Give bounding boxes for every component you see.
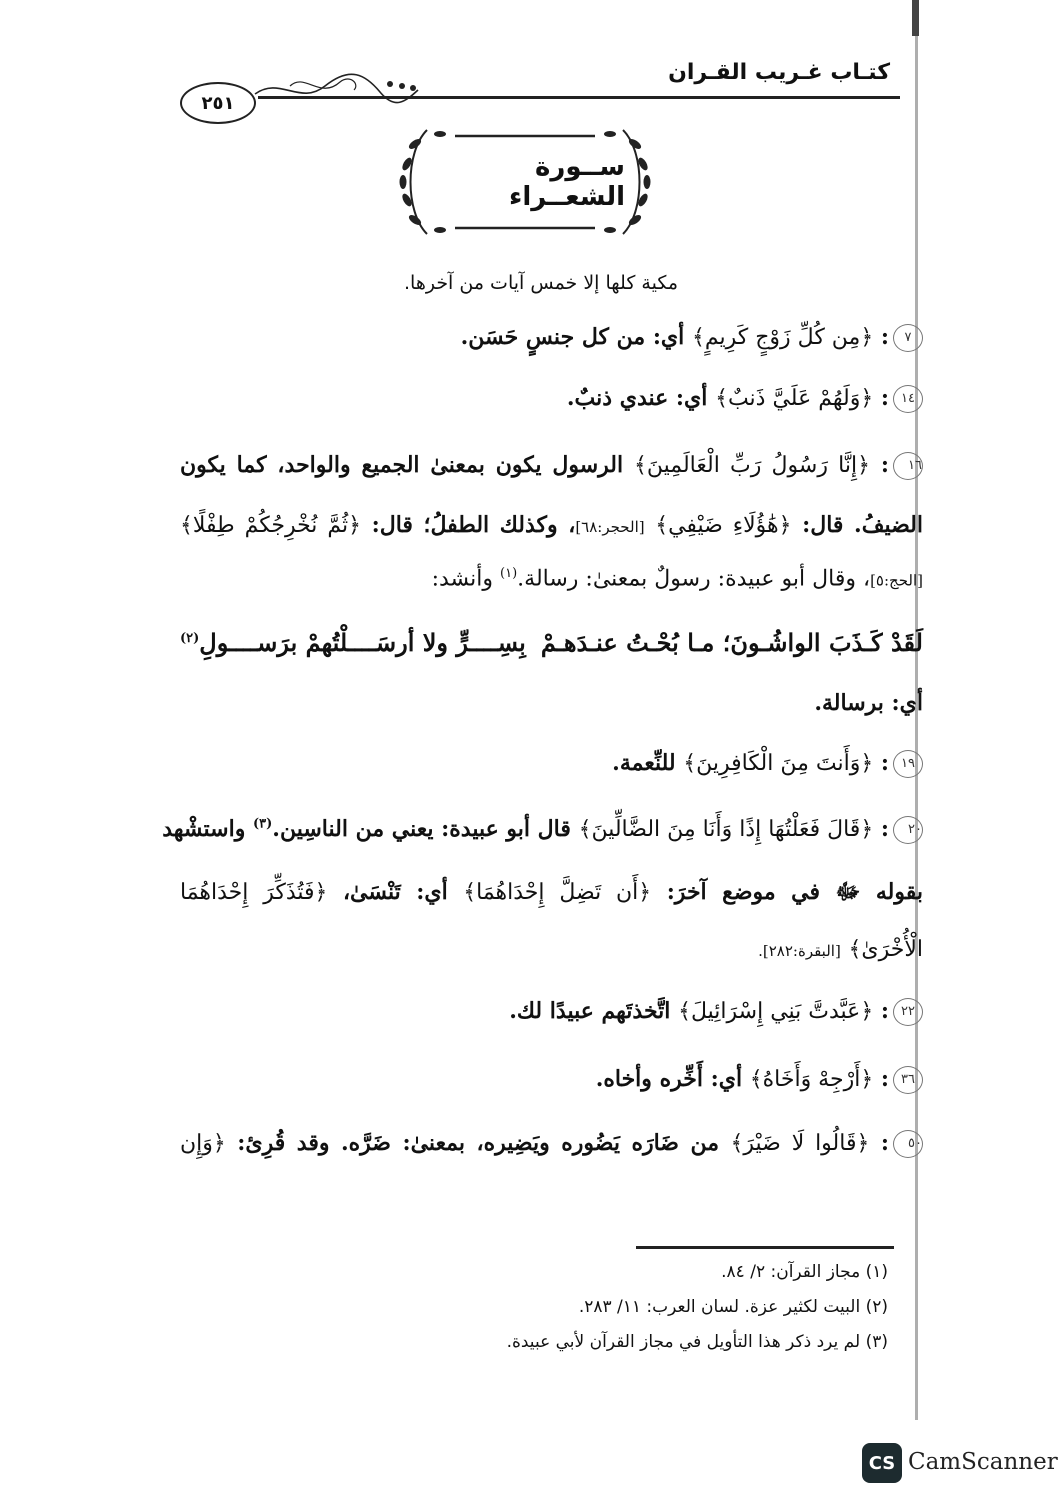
footnote-ref: (١) [500,566,518,581]
quran-quote: ﴿وَإِن [180,1131,226,1156]
gloss-text: وأنشد: [431,566,494,592]
quran-reference: [البقرة:٢٨٢]. [758,942,841,960]
verse-marker: ١٤ [893,385,923,413]
gloss-text: أي: برسالة. [814,690,923,716]
entry-16-line-2 [180,512,923,538]
verse-second-hemistich: بِسِــــرٍّ ولا أرسَــــلْتُهمْ برَســــولِ [199,628,526,657]
verse-marker: ٢٠ [893,816,923,844]
gloss-text: الرسول يكون بمعنىٰ الجميع والواحد، كما يكون [180,452,624,478]
book-title: كتـاب غـريب القـران [668,60,890,85]
entry-14: ١٤: ﴿وَلَهُمْ عَلَيَّ ذَنبٌ﴾ أي: عندي ذنبٌ. [567,385,923,413]
verse-marker: ٥٠ [893,1130,923,1158]
entry-36: ٣٦: ﴿أَرْجِهْ وَأَخَاهُ﴾ أي: أَخِّره وأخاه. [596,1066,923,1094]
verse-marker: ٧ [893,324,923,352]
quran-quote: ﴿مِن كُلِّ زَوْجٍ كَرِيمٍ﴾ [691,325,874,350]
entry-20-line-3 [758,936,923,962]
footnote-2 [579,1297,888,1317]
gloss-text: أي: تَنْسَىٰ، [342,879,448,905]
footnote-text: البيت لكثير عزة. لسان العرب: ١١/ ٢٨٣. [578,1297,861,1317]
gloss-text: أي: من كل جنسٍ حَسَن. [460,324,685,350]
gloss-text: أي: عندي ذنبٌ. [566,385,708,411]
surah-title-frame [385,122,665,242]
footnote-ref: (٢) [180,631,200,646]
verse-first-hemistich: لَقَدْ كَـذَبَ الواشُـونَ؛ مـا بُحْـتُ عنـدَهـمْ [540,628,923,657]
surah-title: ســورة الشعــراء [509,152,625,212]
gloss-text: الضيفُ. قال: [802,512,923,538]
poetry-verse [180,628,923,657]
quran-quote: ﴿أَرْجِهْ وَأَخَاهُ﴾ [749,1067,874,1092]
ornament-flourish-icon [250,72,420,108]
gloss-text: للنِّعمة. [612,750,676,776]
gloss-text: ، وقال أبو عبيدة: رسولٌ بمعنىٰ: رسالة. [517,566,871,592]
entry-22: ٢٢: ﴿عَبَّدتَّ بَنِي إِسْرَائِيلَ﴾ اتَّخذتَهم عبيدًا لك. [509,998,923,1026]
quran-quote: ﴿هَٰؤُلَاءِ ضَيْفِي﴾ [655,513,792,538]
entry-16-line-1: ١٦: ﴿إِنَّا رَسُولُ رَبِّ الْعَالَمِينَ﴾ الرسول يكون بمعنىٰ الجميع والواحد، كما يكون [180,452,922,478]
footnote-text: مجاز القرآن: ٢/ ٨٤. [721,1262,861,1282]
quran-reference: [الحجر:٦٨] [575,518,645,536]
camscanner-watermark: CamScanner [908,1449,1058,1475]
quran-quote: ﴿وَأَنتَ مِنَ الْكَافِرِينَ﴾ [683,751,874,776]
footnote-text: لم يرد ذكر هذا التأويل في مجاز القرآن لأبي عبيدة. [506,1332,861,1352]
gloss-text: بقوله ﷻ في موضع آخرَ: [666,879,923,905]
quran-quote: ﴿وَلَهُمْ عَلَيَّ ذَنبٌ﴾ [715,386,874,411]
footnote-ref: (٣) [253,816,273,832]
gloss-text: واستشْهد [162,816,246,842]
quran-quote: ﴿قَالُوا لَا ضَيْرَ﴾ [730,1131,870,1156]
footnote-number: (١) [865,1262,888,1282]
quran-quote: ﴿ثُمَّ نُخْرِجُكُمْ طِفْلًا﴾ [180,513,361,538]
quran-quote: ﴿فَتُذَكِّرَ إِحْدَاهُمَا [180,880,328,905]
entry-verse-gloss [814,690,923,716]
entry-19: ١٩: ﴿وَأَنتَ مِنَ الْكَافِرِينَ﴾ للنِّعمة. [612,750,923,778]
gloss-text: ، وكذلك الطفلُ؛ قال: [371,512,576,538]
page-edge-mark [912,0,919,36]
verse-marker: ١٦ [893,452,923,480]
entry-50: ٥٠: ﴿قَالُوا لَا ضَيْرَ﴾ من ضَارَه يَضُوره ويَضِيره، بمعنىٰ: ضَرَّه. وقد قُرِئ: ﴿وَإِن [180,1130,922,1156]
quran-quote: الْأُخْرَىٰ﴾ [848,937,923,962]
entry-7: ٧: ﴿مِن كُلِّ زَوْجٍ كَرِيمٍ﴾ أي: من كل جنسٍ حَسَن. [461,324,923,352]
verse-marker: ١٩ [893,750,923,778]
gloss-text: أي: أَخِّره وأخاه. [595,1066,743,1092]
running-header [180,52,900,122]
gloss-text: قال أبو عبيدة: يعني من الناسِين. [272,816,571,842]
page-number: ٢٥١ [180,82,256,124]
footnote-number: (٣) [865,1332,888,1352]
revelation-note: مكية كلها إلا خمس آيات من آخرها. [403,272,678,294]
footnote-rule [636,1246,894,1249]
entry-16-line-3 [432,566,923,591]
footnote-3 [507,1332,888,1352]
verse-marker: ٢٢ [893,998,923,1026]
camscanner-logo-icon: CS [862,1443,902,1483]
gloss-text: اتَّخذتَهم عبيدًا لك. [509,998,671,1024]
gloss-text: من ضَارَه يَضُوره ويَضِيره، بمعنىٰ: ضَرَّه. وقد قُرِئ: [237,1130,720,1156]
entry-20-line-1: ٢٠: ﴿قَالَ فَعَلْتُهَا إِذًا وَأَنَا مِنَ الضَّالِّينَ﴾ قال أبو عبيدة: يعني من الناسِين.$^{(٣)}$ واستشْهد [162,816,922,842]
quran-quote: ﴿إِنَّا رَسُولُ رَبِّ الْعَالَمِينَ﴾ [633,453,870,478]
footnote-1 [721,1262,888,1282]
quran-quote: ﴿قَالَ فَعَلْتُهَا إِذًا وَأَنَا مِنَ الضَّالِّينَ﴾ [578,817,874,842]
quran-quote: ﴿عَبَّدتَّ بَنِي إِسْرَائِيلَ﴾ [678,999,874,1024]
verse-marker: ٣٦ [893,1066,923,1094]
quran-quote: ﴿أَن تَضِلَّ إِحْدَاهُمَا﴾ [463,880,652,905]
entry-20-line-2 [180,878,923,910]
footnote-number: (٢) [865,1297,888,1317]
quran-reference: [الحج:٥] [870,571,923,590]
